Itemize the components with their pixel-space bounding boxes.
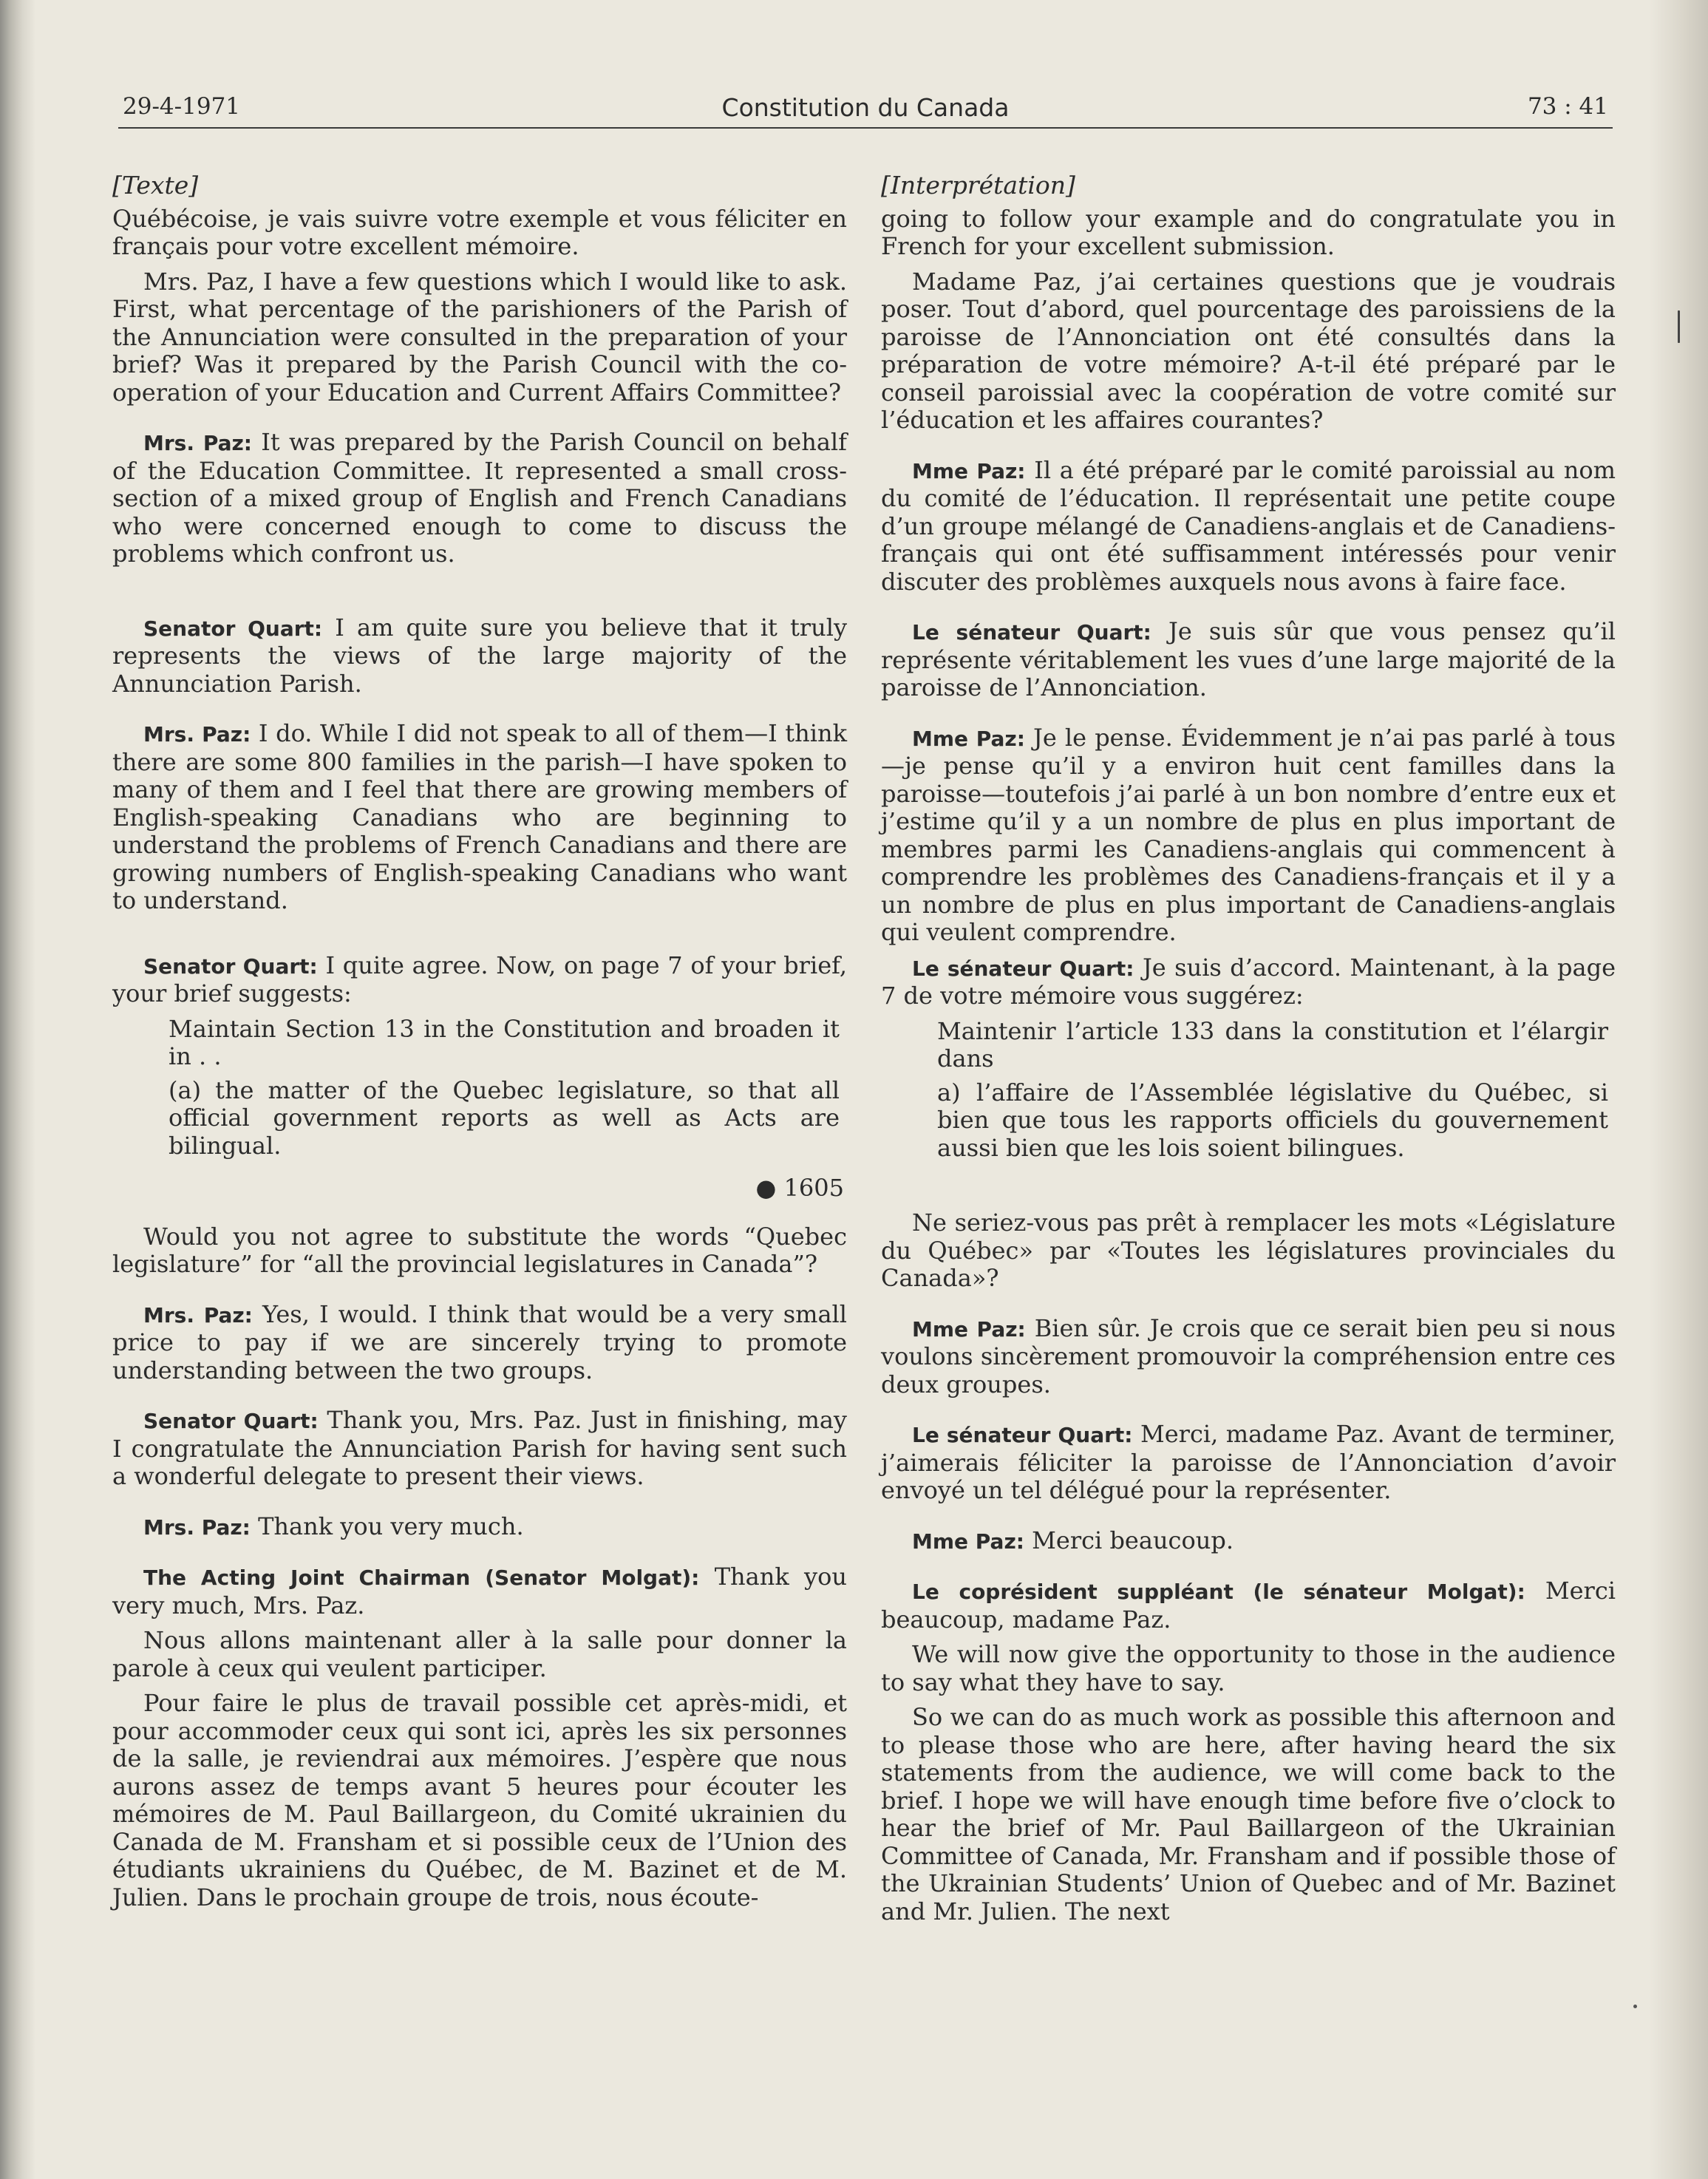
speech-text: Je suis d’accord. Maintenant, à la page 7 de votre mémoire vous suggérez: <box>881 953 1616 1010</box>
speaker-name: Le sénateur Quart: <box>912 956 1134 981</box>
speech-text: I quite agree. Now, on page 7 of your brief, your brief suggests: <box>112 951 848 1007</box>
right-quote-1: Maintenir l’article 133 dans la constitution et l’élargir dans <box>937 1016 1608 1072</box>
speaker-name: Le coprésident suppléant (le sénateur Molgat): <box>912 1580 1525 1604</box>
right-language-tag: [Interprétation] <box>881 171 1075 200</box>
speaker-name: Mrs. Paz: <box>143 431 252 455</box>
speaker-name: Mrs. Paz: <box>143 722 251 747</box>
speech-text: Merci beaucoup, madame Paz. <box>881 1577 1616 1634</box>
speech-text: Il a été préparé par le comité paroissial au nom du comité de l’éducation. Il représentait une petite coupe d’un groupe mélangé de Canadiens-anglais et de Canadiens-français qui ont été suffisamment intéressés pour venir discuter des problèmes auxquels nous avons à faire face. <box>881 455 1616 596</box>
left-paragraph-1: Québécoise, je vais suivre votre exemple et vous féliciter en français pour votre excellent mémoire. <box>112 204 847 260</box>
speaker-name: Senator Quart: <box>143 953 318 979</box>
right-paragraph-10 <box>881 1527 1616 1556</box>
right-paragraph-6 <box>881 954 1616 1010</box>
speech-text: Merci beaucoup. <box>1032 1526 1234 1554</box>
left-paragraph-8 <box>112 1301 847 1385</box>
left-paragraph-7: Would you not agree to substitute the words “Quebec legislature” for “all the provincial legislatures in Canada”? <box>112 1222 847 1278</box>
speech-text: Thank you very much, Mrs. Paz. <box>112 1563 847 1619</box>
speech-text: Yes, I would. I think that would be a very small price to pay if we are sincerely trying to promote understanding between the two groups. <box>112 1299 848 1384</box>
speech-text: It was prepared by the Parish Council on behalf of the Education Committee. It represented a small cross-section of a mixed group of English and French Canadians who were concerned enough to come to discuss the problems which confront us. <box>112 428 848 568</box>
right-paragraph-13: So we can do as much work as possible this afternoon and to please those who are here, after having heard the six statements from the audience, we will come back to the brief. I hope we will have enough time before five o’clock to hear the brief of Mr. Paul Baillargeon of the Ukrainian Committee of Canada, Mr. Fransham and if possible those of the Ukrainian Students’ Union of Quebec and of Mr. Bazinet and Mr. Julien. The next <box>881 1703 1616 1925</box>
speaker-name: Senator Quart: <box>143 1409 319 1433</box>
page-header <box>118 93 1613 129</box>
right-paragraph-4 <box>881 618 1616 702</box>
left-paragraph-6 <box>112 952 847 1008</box>
margin-mark <box>1678 310 1680 343</box>
right-paragraph-2: Madame Paz, j’ai certaines questions que je voudrais poser. Tout d’abord, quel pourcentage des paroissiens de la paroisse de l’Annonciation ont été consultés dans la préparation de votre mémoire? A-t-il été préparé par le conseil paroissial avec la coopération de votre comité sur l’éducation et les affaires courantes? <box>881 267 1616 434</box>
right-paragraph-9 <box>881 1421 1616 1505</box>
right-quote-2: a) l’affaire de l’Assemblée législative du Québec, si bien que tous les rapports officiels du gouvernement aussi bien que les lois soient bilingues. <box>937 1078 1608 1162</box>
speaker-name: Mme Paz: <box>912 1316 1026 1342</box>
right-paragraph-1: going to follow your example and do congratulate you in French for your excellent submission. <box>881 204 1616 260</box>
speaker-name: Mrs. Paz: <box>143 1302 253 1328</box>
right-paragraph-3 <box>881 457 1616 596</box>
paper-speck <box>1633 2005 1637 2008</box>
speaker-name: The Acting Joint Chairman (Senator Molgat): <box>143 1566 700 1590</box>
speaker-name: Le sénateur Quart: <box>912 1423 1133 1447</box>
left-column <box>112 171 847 1919</box>
speaker-name: Mme Paz: <box>912 1529 1024 1554</box>
speaker-name: Senator Quart: <box>143 616 323 641</box>
speaker-name: Mme Paz: <box>912 726 1025 751</box>
left-paragraph-5 <box>112 720 847 915</box>
speaker-name: Mme Paz: <box>912 458 1026 483</box>
left-quote-1: Maintain Section 13 in the Constitution and broaden it in . . <box>169 1014 840 1070</box>
left-paragraph-3 <box>112 429 847 568</box>
right-paragraph-5 <box>881 724 1616 947</box>
speech-text: Je le pense. Évidemment je n’ai pas parlé à tous—je pense qu’il y a environ huit cent familles dans la paroisse—toutefois j’ai parlé à un bon nombre d’entre eux et j’estime qu’il y a un nombre de plus en plus important de membres parmi les Canadiens-anglais qui commencent à comprendre les problèmes des Canadiens-français et il y a un nombre de plus en plus important de Canadiens-anglais qui veulent comprendre. <box>881 723 1616 946</box>
left-quote-2: (a) the matter of the Quebec legislature, so that all official government reports as well as Acts are bilingual. <box>169 1075 840 1160</box>
left-paragraph-13: Pour faire le plus de travail possible cet après-midi, et pour accommoder ceux qui sont ici, après les six personnes de la salle, je reviendrai aux mémoires. J’espère que nous aurons assez de temps avant 5 heures pour écouter les mémoires de M. Paul Baillargeon, du Comité ukrainien du Canada de M. Fransham et si possible ceux de l’Union des étudiants ukrainiens du Québec, de M. Bazinet et de M. Julien. Dans le prochain groupe de trois, nous écoute- <box>112 1689 847 1911</box>
right-paragraph-8 <box>881 1315 1616 1399</box>
page-binding-shadow <box>0 0 35 2179</box>
left-paragraph-10 <box>112 1513 847 1542</box>
speech-text: Bien sûr. Je crois que ce serait bien peu si nous voulons sincèrement promouvoir la compréhension entre ces deux groupes. <box>881 1313 1616 1398</box>
left-paragraph-2: Mrs. Paz, I have a few questions which I would like to ask. First, what percentage of the parishioners of the Parish of the Annunciation were consulted in the preparation of your brief? Was it prepared by the Parish Council with the co-operation of your Education and Current Affairs Committee? <box>112 267 847 407</box>
left-paragraph-11 <box>112 1563 847 1619</box>
right-paragraph-12: We will now give the opportunity to those in the audience to say what they have to say. <box>881 1640 1616 1696</box>
header-title: Constitution du Canada <box>721 93 1010 122</box>
speech-text: Thank you, Mrs. Paz. Just in finishing, may I congratulate the Annunciation Parish for having sent such a wonderful delegate to present their views. <box>112 1406 847 1490</box>
right-column <box>881 171 1616 1933</box>
header-page-number: 73 : 41 <box>1527 93 1608 120</box>
speech-text: Merci, madame Paz. Avant de terminer, j’aimerais féliciter la paroisse de l’Annonciation d’avoir envoyé un tel délégué pour la représenter. <box>881 1420 1616 1504</box>
right-paragraph-11 <box>881 1577 1616 1634</box>
left-paragraph-4 <box>112 614 847 698</box>
speech-text: Thank you very much. <box>258 1512 524 1540</box>
speech-text: Je suis sûr que vous pensez qu’il représente véritablement les vues d’une large majorité de la paroisse de l’Annonciation. <box>881 617 1616 701</box>
left-paragraph-12: Nous allons maintenant aller à la salle pour donner la parole à ceux qui veulent participer. <box>112 1626 847 1682</box>
left-language-tag: [Texte] <box>112 171 199 200</box>
header-date: 29-4-1971 <box>123 93 241 120</box>
left-paragraph-9 <box>112 1407 847 1491</box>
speech-text: I do. While I did not speak to all of them—I think there are some 800 families in the parish—I have spoken to many of them and I feel that there are growing members of English-speaking Canadians who are beginning to understand the problems of French Canadians and there are growing numbers of English-speaking Canadians who want to understand. <box>112 719 848 914</box>
right-paragraph-7: Ne seriez-vous pas prêt à remplacer les mots «Législature du Québec» par «Toutes les législatures provinciales du Canada»? <box>881 1209 1616 1292</box>
speaker-name: Le sénateur Quart: <box>912 620 1151 645</box>
speaker-name: Mrs. Paz: <box>143 1515 251 1540</box>
speech-text: I am quite sure you believe that it truly represents the views of the large majority of the Annunciation Parish. <box>112 613 848 698</box>
time-marker: ● 1605 <box>755 1174 844 1202</box>
